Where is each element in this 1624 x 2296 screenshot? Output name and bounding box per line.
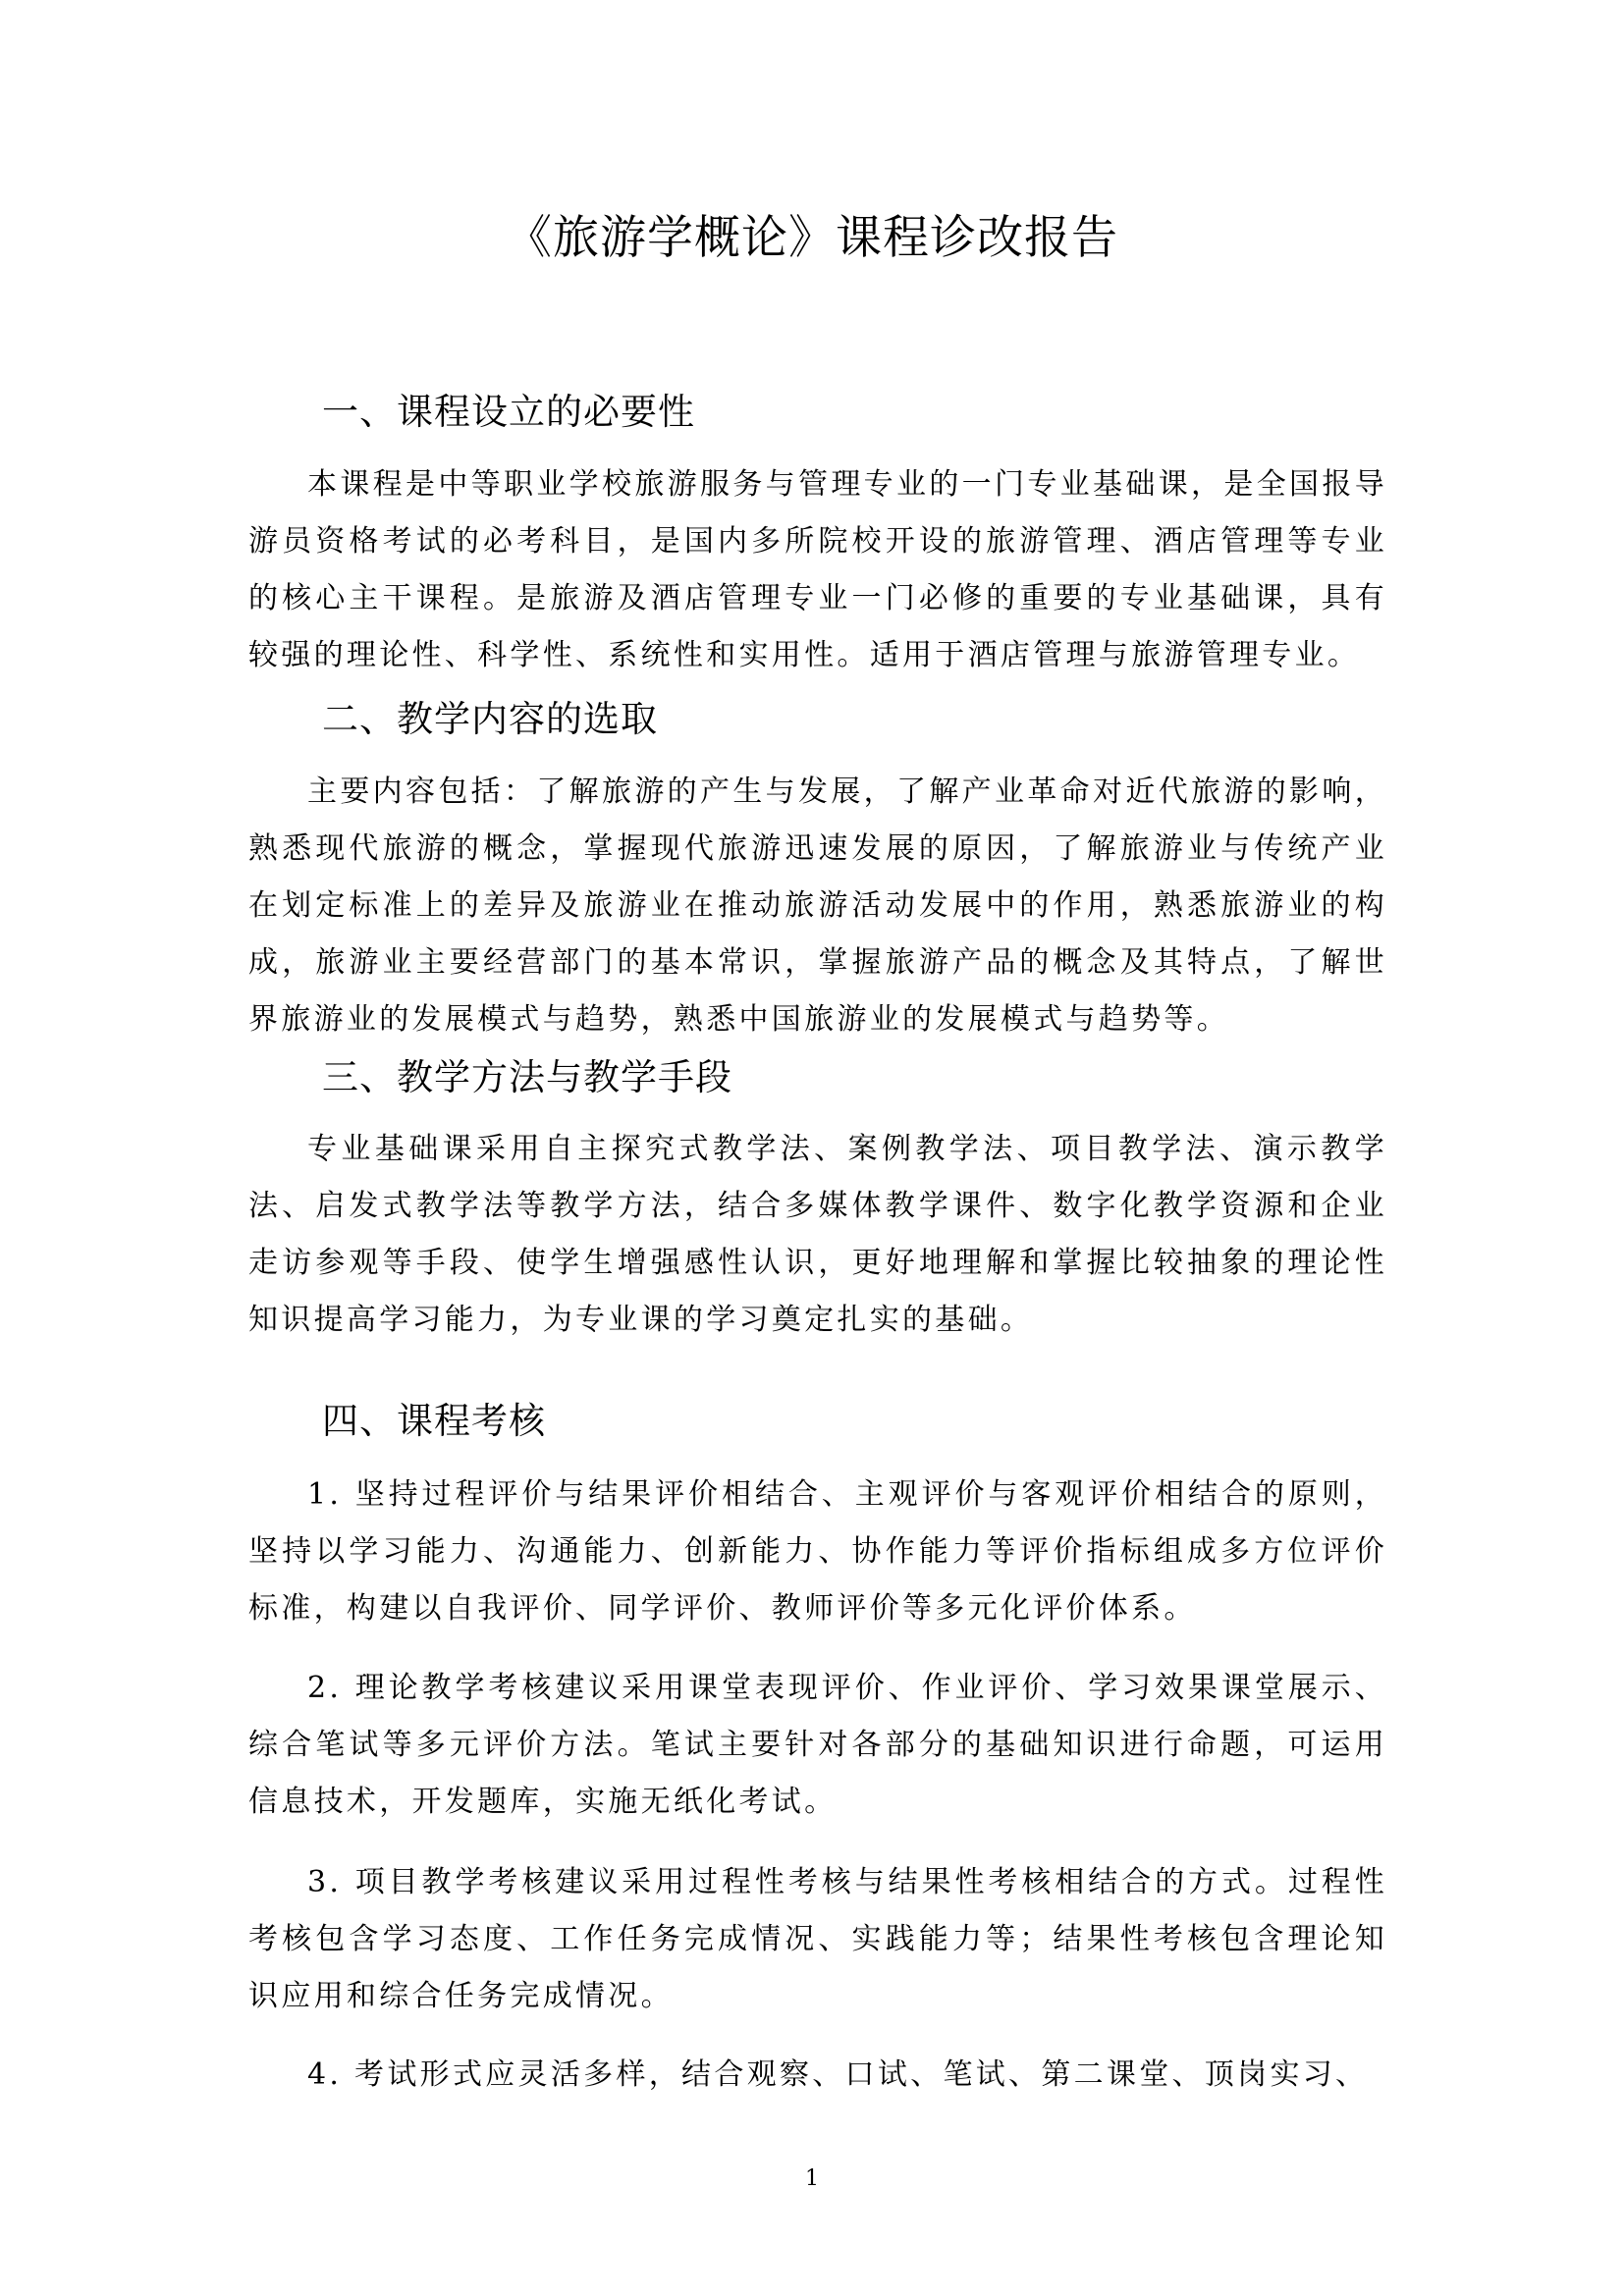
section-heading-assessment: 四、课程考核	[322, 1400, 546, 1442]
section-heading-necessity: 一、课程设立的必要性	[322, 391, 695, 433]
page-number: 1	[805, 2166, 819, 2191]
document-title: 《旅游学概论》课程诊改报告	[506, 211, 1118, 265]
paragraph-assessment-4: 4. 考试形式应灵活多样，结合观察、口试、笔试、第二课堂、顶岗实习、	[307, 2057, 1369, 2092]
paragraph-necessity: 本课程是中等职业学校旅游服务与管理专业的一门专业基础课，是全国报导游员资格考试的必考科目，是国内多所院校开设的旅游管理、酒店管理等专业的核心主干课程。是旅游及酒店管理专业一门必修的重要的专业基础课，具有较强的理论性、科学性、系统性和实用性。适用于酒店管理与旅游管理专业。	[248, 467, 1387, 672]
paragraph-content: 主要内容包括：了解旅游的产生与发展，了解产业革命对近代旅游的影响，熟悉现代旅游的概念，掌握现代旅游迅速发展的原因，了解旅游业与传统产业在划定标准上的差异及旅游业在推动旅游活动发展中的作用，熟悉旅游业的构成，旅游业主要经营部门的基本常识，掌握旅游产品的概念及其特点，了解世界旅游业的发展模式与趋势，熟悉中国旅游业的发展模式与趋势等。	[248, 774, 1387, 1037]
section-heading-content: 二、教学内容的选取	[322, 698, 658, 740]
paragraph-assessment-1: 1. 坚持过程评价与结果评价相结合、主观评价与客观评价相结合的原则，坚持以学习能力、沟通能力、创新能力、协作能力等评价指标组成多方位评价标准，构建以自我评价、同学评价、教师评价等多元化评价体系。	[248, 1477, 1387, 1626]
section-heading-methods: 三、教学方法与教学手段	[322, 1056, 732, 1098]
paragraph-assessment-3: 3. 项目教学考核建议采用过程性考核与结果性考核相结合的方式。过程性考核包含学习态度、工作任务完成情况、实践能力等；结果性考核包含理论知识应用和综合任务完成情况。	[248, 1865, 1387, 2013]
paragraph-assessment-2: 2. 理论教学考核建议采用课堂表现评价、作业评价、学习效果课堂展示、综合笔试等多元评价方法。笔试主要针对各部分的基础知识进行命题，可运用信息技术，开发题库，实施无纸化考试。	[248, 1671, 1387, 1819]
paragraph-methods: 专业基础课采用自主探究式教学法、案例教学法、项目教学法、演示教学法、启发式教学法等教学方法，结合多媒体教学课件、数字化教学资源和企业走访参观等手段、使学生增强感性认识，更好地理解和掌握比较抽象的理论性知识提高学习能力，为专业课的学习奠定扎实的基础。	[248, 1132, 1387, 1337]
